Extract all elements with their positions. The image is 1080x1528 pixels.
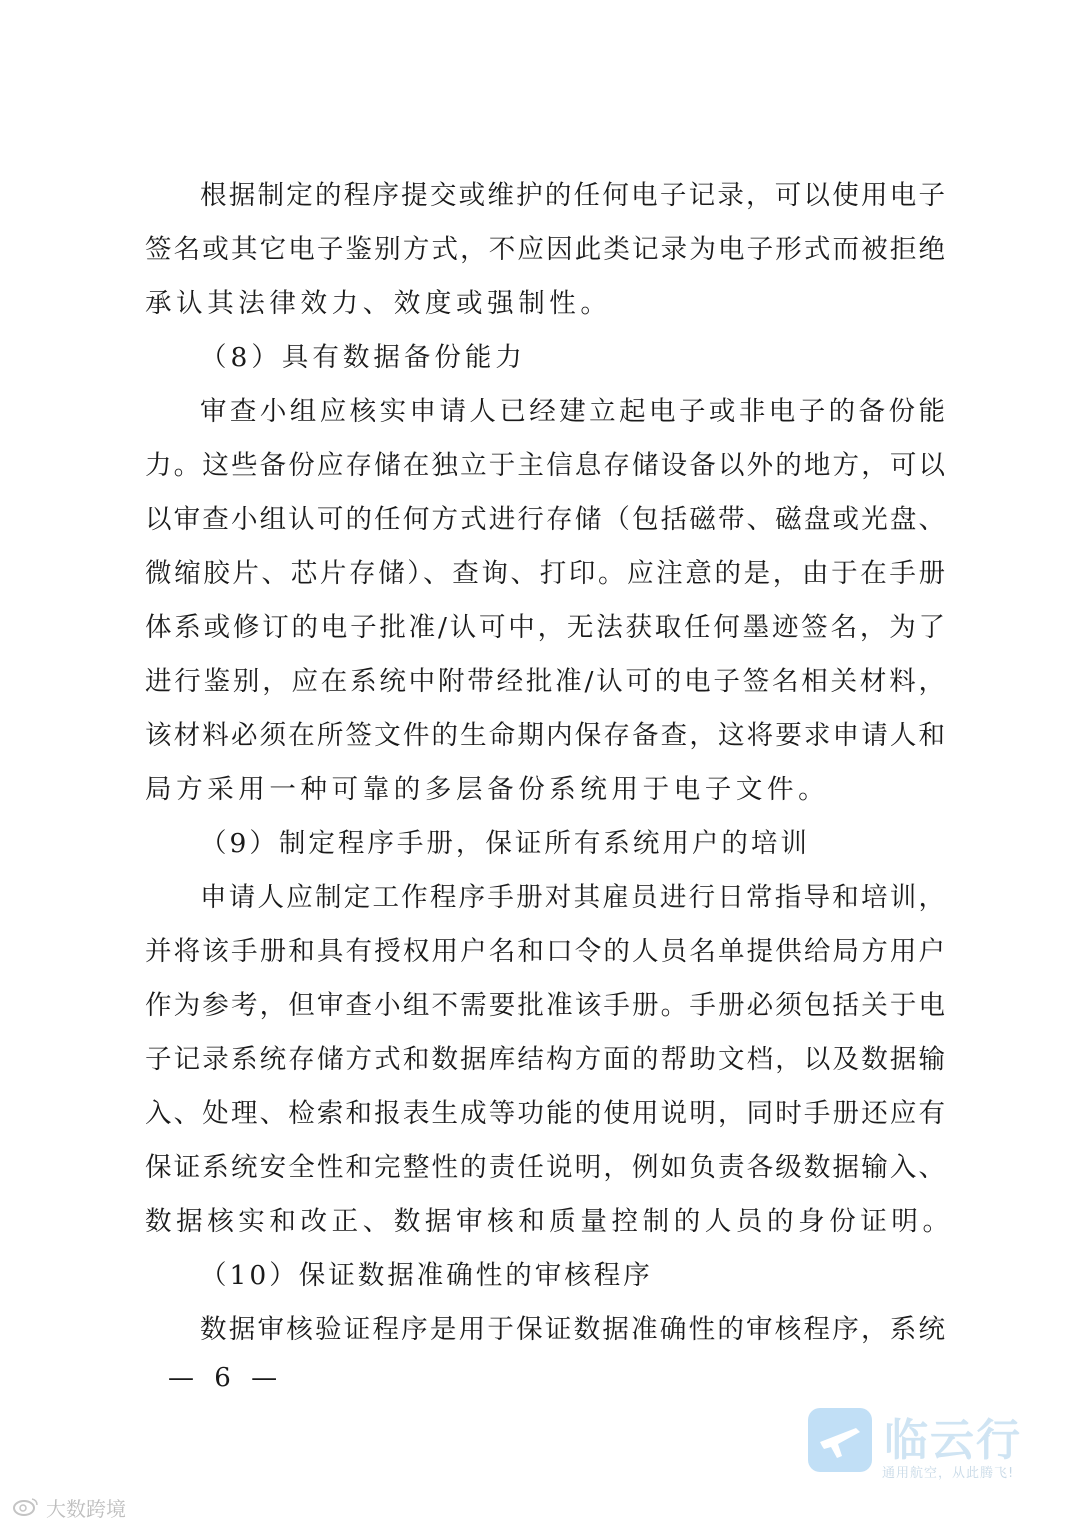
paragraph-line: 入、处理、检索和报表生成等功能的使用说明，同时手册还应有 xyxy=(145,1098,945,1129)
section-heading: （8）具有数据备份能力 xyxy=(200,342,526,373)
paragraph-line: 承认其法律效力、效度或强制性。 xyxy=(145,288,612,319)
corner-watermark-text: 大数跨境 xyxy=(46,1497,126,1521)
paragraph-line: 体系或修订的电子批准/认可中，无法获取任何墨迹签名，为了 xyxy=(145,612,945,643)
paragraph-line: 并将该手册和具有授权用户名和口令的人员名单提供给局方用户 xyxy=(145,936,945,967)
paragraph-line: 作为参考，但审查小组不需要批准该手册。手册必须包括关于电 xyxy=(145,990,945,1021)
weibo-icon xyxy=(12,1496,40,1516)
paragraph-line: 进行鉴别，应在系统中附带经批准/认可的电子签名相关材料， xyxy=(145,666,945,697)
paragraph-line: 微缩胶片、芯片存储）、查询、打印。应注意的是，由于在手册 xyxy=(145,558,945,589)
section-heading: （10）保证数据准确性的审核程序 xyxy=(200,1260,653,1291)
paragraph-line: 力。这些备份应存储在独立于主信息存储设备以外的地方，可以 xyxy=(145,450,945,481)
paragraph-line: 数据审核验证程序是用于保证数据准确性的审核程序，系统 xyxy=(200,1314,945,1345)
section-heading: （9）制定程序手册，保证所有系统用户的培训 xyxy=(200,828,810,859)
brand-watermark-slogan: 通用航空，从此腾飞! xyxy=(882,1466,1015,1481)
paragraph-line: 审查小组应核实申请人已经建立起电子或非电子的备份能 xyxy=(200,396,945,427)
paragraph-line: 根据制定的程序提交或维护的任何电子记录，可以使用电子 xyxy=(200,180,945,211)
paragraph-line: 子记录系统存储方式和数据库结构方面的帮助文档，以及数据输 xyxy=(145,1044,945,1075)
paragraph-line: 数据核实和改正、数据审核和质量控制的人员的身份证明。 xyxy=(145,1206,954,1237)
paragraph-line: 以审查小组认可的任何方式进行存储（包括磁带、磁盘或光盘、 xyxy=(145,504,945,535)
page-number: — 6 — xyxy=(168,1363,284,1393)
airplane-logo-icon xyxy=(808,1408,872,1472)
paragraph-line: 保证系统安全性和完整性的责任说明，例如负责各级数据输入、 xyxy=(145,1152,945,1183)
paragraph-line: 该材料必须在所签文件的生命期内保存备查，这将要求申请人和 xyxy=(145,720,945,751)
paragraph-line: 申请人应制定工作程序手册对其雇员进行日常指导和培训， xyxy=(200,882,945,913)
paragraph-line: 局方采用一种可靠的多层备份系统用于电子文件。 xyxy=(145,774,830,805)
brand-watermark-title: 临云行 xyxy=(884,1415,1022,1466)
paragraph-line: 签名或其它电子鉴别方式，不应因此类记录为电子形式而被拒绝 xyxy=(145,234,945,265)
